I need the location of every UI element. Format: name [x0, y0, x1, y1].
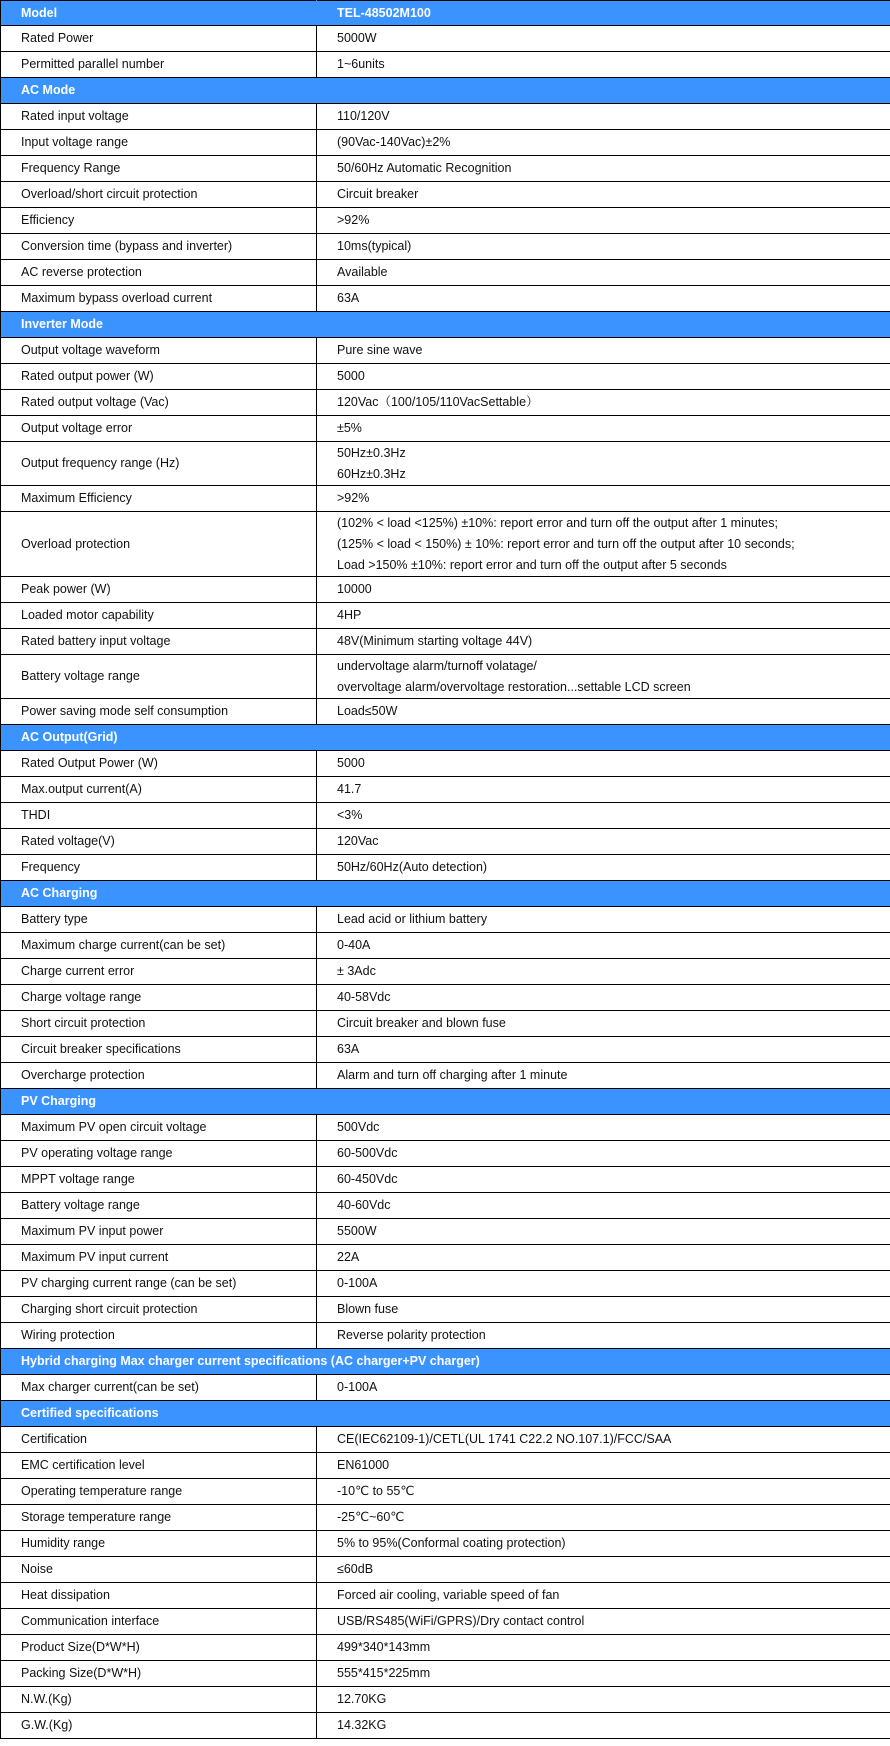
table-row [1, 26, 890, 52]
spec-label: Product Size(D*W*H) [1, 1635, 317, 1661]
spec-label: Wiring protection [1, 1323, 317, 1349]
table-row [1, 603, 890, 629]
table-row [1, 1479, 890, 1505]
table-row [1, 130, 890, 156]
table-row [1, 933, 890, 959]
spec-label: THDI [1, 803, 317, 829]
spec-value-line: ±5% [337, 421, 362, 435]
table-row [1, 1271, 890, 1297]
spec-label: Charging short circuit protection [1, 1297, 317, 1323]
spec-value-line: Pure sine wave [337, 343, 423, 357]
spec-value-line: 0-100A [337, 1276, 378, 1290]
table-row [1, 52, 890, 78]
spec-label: Peak power (W) [1, 577, 317, 603]
spec-label: Packing Size(D*W*H) [1, 1661, 317, 1687]
spec-value [317, 985, 890, 1011]
table-row [1, 1713, 890, 1739]
spec-label: Frequency Range [1, 156, 317, 182]
spec-value [317, 577, 890, 603]
spec-value-line: overvoltage alarm/overvoltage restoration...settable LCD screen [337, 679, 691, 694]
table-row [1, 655, 890, 699]
spec-value [317, 751, 890, 777]
spec-value [317, 1219, 890, 1245]
table-row [1, 1609, 890, 1635]
table-row [1, 985, 890, 1011]
table-row [1, 1583, 890, 1609]
spec-value-line: (90Vac-140Vac)±2% [337, 135, 451, 149]
spec-label: Maximum PV open circuit voltage [1, 1115, 317, 1141]
spec-value [317, 959, 890, 985]
section-header-row [1, 1349, 890, 1375]
spec-value [317, 1583, 890, 1609]
spec-label: Maximum PV input power [1, 1219, 317, 1245]
table-row [1, 390, 890, 416]
spec-label: Overload/short circuit protection [1, 182, 317, 208]
table-row [1, 751, 890, 777]
spec-value-line: Load >150% ±10%: report error and turn off the output after 5 seconds [337, 557, 727, 572]
spec-value [317, 1245, 890, 1271]
spec-label: Communication interface [1, 1609, 317, 1635]
table-row [1, 1323, 890, 1349]
table-row [1, 1245, 890, 1271]
table-row [1, 577, 890, 603]
spec-value [317, 104, 890, 130]
spec-value [317, 182, 890, 208]
spec-value [317, 1011, 890, 1037]
spec-value-line: 499*340*143mm [337, 1640, 431, 1654]
spec-value-line: 40-58Vdc [337, 990, 391, 1004]
spec-value-line: Circuit breaker and blown fuse [337, 1016, 506, 1030]
table-row [1, 699, 890, 725]
table-row [1, 1297, 890, 1323]
spec-label: Charge current error [1, 959, 317, 985]
spec-value-line: -10℃ to 55℃ [337, 1484, 415, 1498]
table-row [1, 1141, 890, 1167]
spec-value [317, 1453, 890, 1479]
table-row [1, 208, 890, 234]
table-row [1, 416, 890, 442]
spec-value [317, 486, 890, 512]
spec-label: Maximum PV input current [1, 1245, 317, 1271]
spec-value [317, 629, 890, 655]
spec-value-line: >92% [337, 491, 370, 505]
table-row [1, 1219, 890, 1245]
spec-value-line: CE(IEC62109-1)/CETL(UL 1741 C22.2 NO.107.1)/FCC/SAA [337, 1432, 672, 1446]
spec-value-line: Lead acid or lithium battery [337, 912, 488, 926]
spec-value-line: EN61000 [337, 1458, 390, 1472]
spec-label: Rated voltage(V) [1, 829, 317, 855]
spec-label: Noise [1, 1557, 317, 1583]
spec-value [317, 603, 890, 629]
spec-value-line: 120Vac [337, 834, 379, 848]
spec-value-line: 12.70KG [337, 1692, 387, 1706]
spec-value [317, 1427, 890, 1453]
spec-label: Battery voltage range [1, 655, 317, 699]
spec-value-line: 60-500Vdc [337, 1146, 398, 1160]
spec-value-line: 48V(Minimum starting voltage 44V) [337, 634, 533, 648]
spec-value [317, 1193, 890, 1219]
spec-label: Input voltage range [1, 130, 317, 156]
spec-value [317, 1635, 890, 1661]
spec-value-line: -25℃~60℃ [337, 1510, 405, 1524]
spec-value-line: Circuit breaker [337, 187, 419, 201]
section-title: Certified specifications [1, 1401, 890, 1427]
spec-value [317, 655, 890, 699]
spec-value [317, 1505, 890, 1531]
spec-label: PV charging current range (can be set) [1, 1271, 317, 1297]
spec-label: Loaded motor capability [1, 603, 317, 629]
spec-value [317, 442, 890, 486]
spec-label: Storage temperature range [1, 1505, 317, 1531]
spec-value-line: Alarm and turn off charging after 1 minute [337, 1068, 568, 1082]
table-row [1, 1037, 890, 1063]
table-row [1, 1453, 890, 1479]
spec-value [317, 260, 890, 286]
spec-value [317, 1141, 890, 1167]
spec-label: Efficiency [1, 208, 317, 234]
table-row [1, 803, 890, 829]
spec-value-line: Available [337, 265, 388, 279]
spec-value-line: 41.7 [337, 782, 362, 796]
table-row [1, 1687, 890, 1713]
section-title: PV Charging [1, 1089, 890, 1115]
spec-value-line: 50Hz±0.3Hz [337, 445, 406, 460]
spec-value [317, 1661, 890, 1687]
spec-value [317, 1271, 890, 1297]
table-row [1, 907, 890, 933]
spec-value-line: 4HP [337, 608, 362, 622]
table-row [1, 855, 890, 881]
spec-label: G.W.(Kg) [1, 1713, 317, 1739]
spec-value [317, 907, 890, 933]
table-row [1, 338, 890, 364]
section-header-row [1, 312, 890, 338]
table-row [1, 1375, 890, 1401]
spec-value [317, 1297, 890, 1323]
spec-value-line: (125% < load < 150%) ± 10%: report error and turn off the output after 10 seconds; [337, 536, 795, 551]
spec-label: Charge voltage range [1, 985, 317, 1011]
spec-label: PV operating voltage range [1, 1141, 317, 1167]
spec-value [317, 777, 890, 803]
spec-value [317, 1063, 890, 1089]
spec-label: Rated battery input voltage [1, 629, 317, 655]
spec-label: Power saving mode self consumption [1, 699, 317, 725]
spec-value-line: 10000 [337, 582, 372, 596]
spec-value [317, 52, 890, 78]
spec-value-line: 5000W [337, 31, 377, 45]
table-row [1, 1531, 890, 1557]
table-row [1, 260, 890, 286]
table-row [1, 629, 890, 655]
spec-value [317, 1323, 890, 1349]
spec-value [317, 1167, 890, 1193]
header-label: Model [1, 1, 317, 26]
spec-value [317, 1479, 890, 1505]
spec-value-line: 110/120V [337, 109, 390, 123]
table-row [1, 104, 890, 130]
spec-value-line: 10ms(typical) [337, 239, 412, 253]
spec-value-line: ≤60dB [337, 1562, 374, 1576]
table-row [1, 777, 890, 803]
spec-label: Overload protection [1, 512, 317, 577]
spec-label: AC reverse protection [1, 260, 317, 286]
spec-label: Certification [1, 1427, 317, 1453]
spec-value-line: 1~6units [337, 57, 385, 71]
spec-value-line: 50Hz/60Hz(Auto detection) [337, 860, 488, 874]
spec-value-line: 0-40A [337, 938, 371, 952]
spec-value [317, 1531, 890, 1557]
spec-value-line: 500Vdc [337, 1120, 380, 1134]
spec-label: Rated output power (W) [1, 364, 317, 390]
spec-value-line: 5500W [337, 1224, 377, 1238]
header-model-value: TEL-48502M100 [317, 1, 890, 26]
spec-value-line: 63A [337, 1042, 360, 1056]
spec-label: Permitted parallel number [1, 52, 317, 78]
spec-value-line: Load≤50W [337, 704, 398, 718]
spec-label: Conversion time (bypass and inverter) [1, 234, 317, 260]
spec-value [317, 208, 890, 234]
table-row [1, 234, 890, 260]
spec-value-line: Blown fuse [337, 1302, 399, 1316]
spec-value-line: <3% [337, 808, 363, 822]
spec-value [317, 130, 890, 156]
spec-value [317, 416, 890, 442]
spec-value [317, 855, 890, 881]
spec-value [317, 390, 890, 416]
table-row [1, 156, 890, 182]
spec-label: Battery voltage range [1, 1193, 317, 1219]
table-row [1, 1661, 890, 1687]
spec-value [317, 512, 890, 577]
spec-value [317, 26, 890, 52]
spec-label: Output voltage waveform [1, 338, 317, 364]
spec-value [317, 1115, 890, 1141]
spec-value [317, 803, 890, 829]
spec-label: Max charger current(can be set) [1, 1375, 317, 1401]
table-header-row [1, 1, 890, 26]
spec-value-line: 50/60Hz Automatic Recognition [337, 161, 512, 175]
spec-label: Frequency [1, 855, 317, 881]
spec-label: Rated Output Power (W) [1, 751, 317, 777]
table-row [1, 512, 890, 577]
spec-label: Humidity range [1, 1531, 317, 1557]
spec-value [317, 1609, 890, 1635]
table-row [1, 1167, 890, 1193]
table-row [1, 286, 890, 312]
section-header-row [1, 725, 890, 751]
section-title: AC Output(Grid) [1, 725, 890, 751]
spec-value [317, 933, 890, 959]
spec-value-line: 63A [337, 291, 360, 305]
spec-value [317, 699, 890, 725]
table-row [1, 1063, 890, 1089]
table-row [1, 959, 890, 985]
spec-label: Output voltage error [1, 416, 317, 442]
spec-label: Circuit breaker specifications [1, 1037, 317, 1063]
spec-value [317, 1713, 890, 1739]
spec-table-body [1, 1, 890, 1739]
spec-label: Rated input voltage [1, 104, 317, 130]
table-row [1, 486, 890, 512]
table-row [1, 1635, 890, 1661]
table-row [1, 1115, 890, 1141]
spec-value [317, 234, 890, 260]
spec-value [317, 338, 890, 364]
table-row [1, 182, 890, 208]
spec-value-line: ± 3Adc [337, 964, 376, 978]
spec-value [317, 1687, 890, 1713]
section-header-row [1, 78, 890, 104]
spec-value-line: 40-60Vdc [337, 1198, 391, 1212]
spec-label: Heat dissipation [1, 1583, 317, 1609]
spec-value [317, 1557, 890, 1583]
spec-label: Battery type [1, 907, 317, 933]
section-title: AC Mode [1, 78, 890, 104]
section-header-row [1, 1401, 890, 1427]
spec-value [317, 156, 890, 182]
table-row [1, 1427, 890, 1453]
spec-label: Maximum charge current(can be set) [1, 933, 317, 959]
spec-label: Maximum Efficiency [1, 486, 317, 512]
table-row [1, 364, 890, 390]
spec-label: EMC certification level [1, 1453, 317, 1479]
spec-value-line: 5000 [337, 369, 365, 383]
spec-label: MPPT voltage range [1, 1167, 317, 1193]
table-row [1, 829, 890, 855]
spec-value-line: undervoltage alarm/turnoff volatage/ [337, 658, 537, 673]
table-row [1, 1011, 890, 1037]
table-row [1, 1193, 890, 1219]
spec-value [317, 829, 890, 855]
spec-value-line: 555*415*225mm [337, 1666, 431, 1680]
spec-value-line: (102% < load <125%) ±10%: report error and turn off the output after 1 minutes; [337, 515, 778, 530]
spec-value-line: 14.32KG [337, 1718, 387, 1732]
section-title: AC Charging [1, 881, 890, 907]
spec-label: Overcharge protection [1, 1063, 317, 1089]
spec-value-line: 22A [337, 1250, 360, 1264]
spec-label: Rated output voltage (Vac) [1, 390, 317, 416]
spec-value [317, 1375, 890, 1401]
spec-value-line: >92% [337, 213, 370, 227]
spec-value [317, 1037, 890, 1063]
table-row [1, 442, 890, 486]
spec-value-line: 60-450Vdc [337, 1172, 398, 1186]
spec-value-line: Reverse polarity protection [337, 1328, 486, 1342]
spec-label: Short circuit protection [1, 1011, 317, 1037]
table-row [1, 1505, 890, 1531]
table-row [1, 1557, 890, 1583]
spec-value-line: 0-100A [337, 1380, 378, 1394]
spec-label: Rated Power [1, 26, 317, 52]
spec-value-line: Forced air cooling, variable speed of fan [337, 1588, 560, 1602]
spec-value-line: 5000 [337, 756, 365, 770]
spec-value-line: USB/RS485(WiFi/GPRS)/Dry contact control [337, 1614, 585, 1628]
spec-label: Operating temperature range [1, 1479, 317, 1505]
spec-label: Max.output current(A) [1, 777, 317, 803]
section-title: Inverter Mode [1, 312, 890, 338]
section-header-row [1, 1089, 890, 1115]
spec-label: Maximum bypass overload current [1, 286, 317, 312]
spec-value [317, 364, 890, 390]
section-title: Hybrid charging Max charger current specifications (AC charger+PV charger) [1, 1349, 890, 1375]
spec-value-line: 5% to 95%(Conformal coating protection) [337, 1536, 566, 1550]
spec-label: Output frequency range (Hz) [1, 442, 317, 486]
spec-value-line: 120Vac（100/105/110VacSettable） [337, 395, 539, 409]
section-header-row [1, 881, 890, 907]
spec-value [317, 286, 890, 312]
spec-value-line: 60Hz±0.3Hz [337, 466, 406, 481]
spec-label: N.W.(Kg) [1, 1687, 317, 1713]
